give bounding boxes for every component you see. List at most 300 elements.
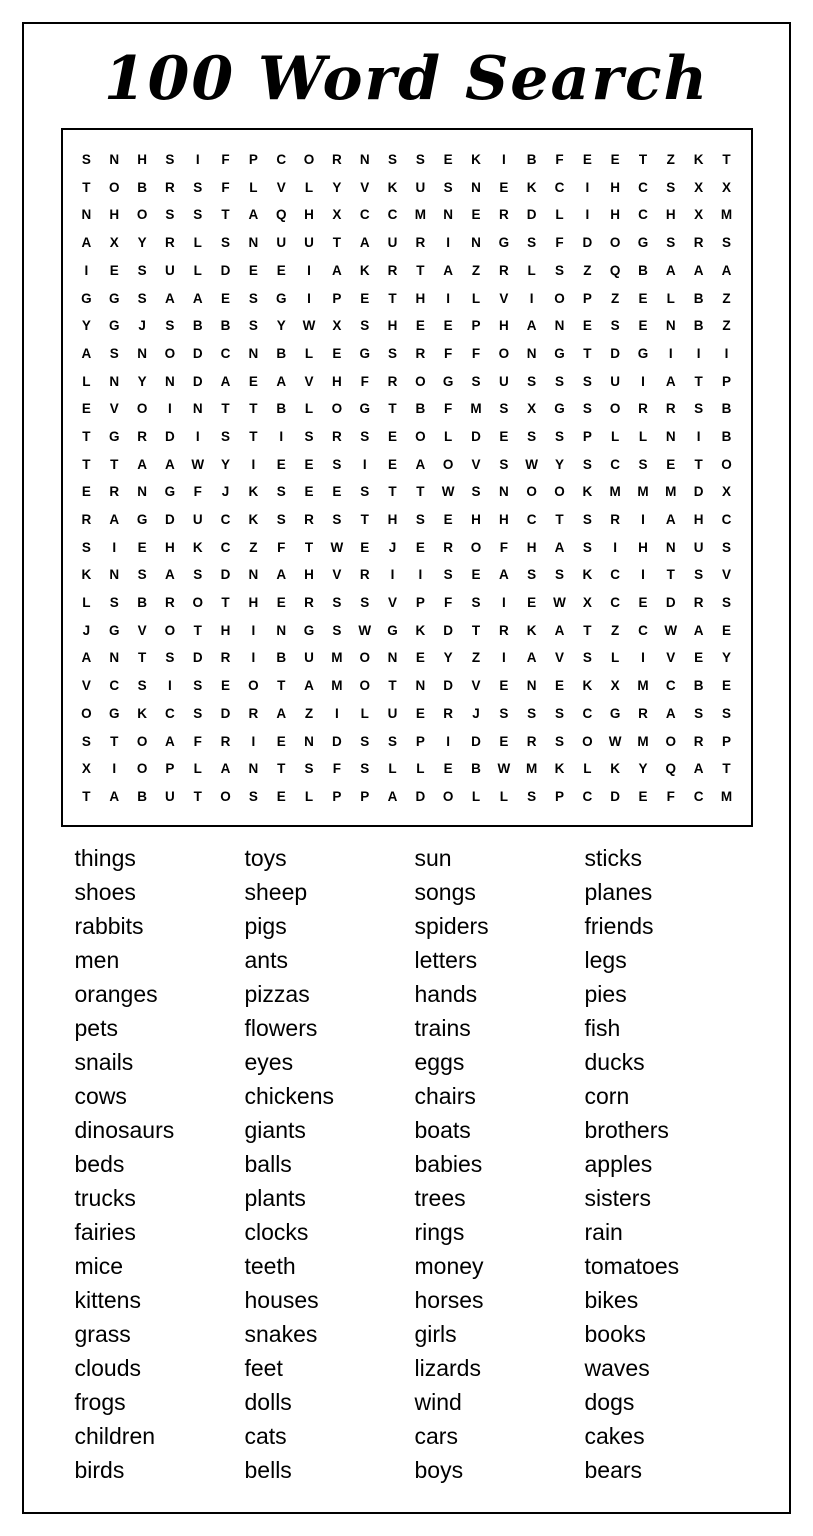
grid-cell: S [527,373,537,389]
grid-cell: I [501,152,506,168]
grid-cell: O [554,290,565,306]
grid-cell: A [165,290,175,306]
grid-cell: S [332,512,342,528]
grid-cell: A [387,788,398,804]
grid-cell: C [610,456,621,472]
grid-cell: Z [611,290,620,306]
grid-cell: Z [249,539,258,555]
grid-cell: G [108,705,120,721]
grid-cell: A [248,207,259,223]
grid-cell: N [554,318,565,334]
grid-cell: E [415,318,425,334]
grid-cell: I [112,761,117,777]
grid-cell: R [220,733,231,749]
grid-cell: E [109,262,119,278]
grid-cell: M [470,401,482,417]
grid-cell: E [638,788,648,804]
grid-cell: S [360,428,370,444]
grid-cell: U [304,235,314,251]
grid-cell: E [137,539,147,555]
grid-cell: O [470,539,482,555]
grid-cell: N [304,733,314,749]
grid-cell: L [388,761,397,777]
grid-cell: S [415,512,425,528]
grid-cell: U [165,788,175,804]
grid-cell: E [415,650,425,666]
grid-cell: A [81,345,92,361]
grid-cell: O [415,428,426,444]
grid-cell: T [221,401,230,417]
grid-cell: F [277,539,286,555]
grid-cell: J [82,622,91,638]
grid-cell: H [220,622,231,638]
grid-cell: C [220,345,231,361]
grid-cell: Z [471,650,481,666]
grid-cell: E [443,761,453,777]
word-list-item: horses [414,1286,484,1313]
grid-cell: G [108,290,120,306]
word-search-grid [73,146,741,811]
grid-cell: T [638,152,648,168]
grid-cell: S [499,705,509,721]
grid-cell: B [137,788,147,804]
grid-cell: J [388,539,397,555]
word-list-item: toys [244,844,287,871]
grid-cell: O [248,678,259,694]
grid-cell: S [248,318,258,334]
grid-cell: D [220,567,231,583]
word-list [57,841,757,1487]
grid-cell: O [526,484,537,500]
grid-cell: D [165,512,175,528]
grid-cell: R [638,705,648,721]
grid-cell: A [276,567,287,583]
grid-cell: R [331,152,342,168]
grid-cell: S [582,373,592,389]
word-list-column-4 [585,841,755,1487]
grid-cell: C [693,788,704,804]
grid-cell: S [527,235,537,251]
grid-cell: I [696,428,701,444]
grid-cell: O [136,207,148,223]
grid-cell: O [721,456,732,472]
grid-cell: L [304,345,314,361]
grid-cell: A [165,456,175,472]
grid-cell: B [415,401,426,417]
grid-cell: X [332,207,342,223]
grid-cell: E [221,290,231,306]
grid-cell: S [722,595,732,611]
grid-cell: E [582,152,592,168]
grid-cell: E [415,539,425,555]
grid-cell: C [220,512,231,528]
word-list-item: oranges [74,980,158,1007]
grid-cell: O [359,650,370,666]
grid-cell: I [195,152,200,168]
grid-row [73,201,741,229]
grid-cell: G [136,512,148,528]
grid-cell: Y [332,179,342,195]
word-list-item: lizards [414,1354,481,1381]
grid-cell: S [276,512,286,528]
grid-cell: O [442,788,454,804]
grid-cell: X [81,761,91,777]
grid-cell: J [472,705,480,721]
grid-cell: E [499,428,509,444]
grid-cell: M [331,678,343,694]
grid-cell: M [526,761,538,777]
grid-cell: I [168,678,172,694]
word-list-item: eggs [414,1048,465,1075]
grid-cell: O [136,401,148,417]
word-list-item: grass [74,1320,131,1347]
grid-row [73,506,741,534]
grid-cell: S [443,179,453,195]
grid-cell: N [165,373,175,389]
grid-cell: T [388,484,397,500]
grid-cell: N [526,678,537,694]
grid-cell: A [220,373,231,389]
grid-cell: T [82,179,91,195]
grid-cell: E [443,512,453,528]
grid-cell: S [304,761,314,777]
grid-cell: H [415,290,426,306]
grid-cell: F [499,539,508,555]
grid-cell: B [137,179,147,195]
grid-cell: T [277,678,286,694]
grid-cell: L [555,207,564,223]
grid-cell: C [721,512,732,528]
grid-cell: N [109,152,120,168]
grid-cell: R [443,705,454,721]
grid-cell: U [387,705,398,721]
grid-cell: V [360,179,370,195]
grid-cell: X [610,678,620,694]
grid-cell: S [554,567,564,583]
grid-cell: R [248,705,259,721]
grid-cell: A [721,262,732,278]
grid-cell: N [109,567,120,583]
grid-cell: O [164,345,176,361]
word-list-item: cars [414,1422,458,1449]
grid-cell: V [554,650,564,666]
grid-cell: E [471,207,481,223]
grid-row [73,617,741,645]
word-list-item: snails [74,1048,134,1075]
word-list-item: songs [414,878,476,905]
grid-cell: M [331,650,343,666]
grid-cell: S [722,235,732,251]
grid-cell: A [81,235,92,251]
grid-cell: K [471,152,481,168]
grid-cell: Z [666,152,675,168]
word-list-item: birds [74,1456,125,1483]
word-list-item: eyes [244,1048,294,1075]
grid-cell: T [82,788,91,804]
grid-cell: I [84,262,89,278]
grid-cell: L [360,705,369,721]
grid-cell: T [388,401,397,417]
grid-cell: N [665,539,676,555]
grid-cell: X [694,207,704,223]
grid-cell: T [137,650,147,666]
grid-cell: A [554,622,565,638]
grid-cell: S [471,595,481,611]
grid-cell: T [193,622,202,638]
word-list-item: rings [414,1218,465,1245]
word-list-item: beds [74,1150,125,1177]
word-list-item: cats [244,1422,287,1449]
grid-cell: I [418,567,423,583]
grid-row [73,700,741,728]
grid-cell: S [527,705,537,721]
grid-cell: O [554,484,565,500]
word-list-item: pies [584,980,627,1007]
word-list-item: pizzas [244,980,310,1007]
grid-cell: K [387,179,398,195]
grid-cell: S [109,595,119,611]
grid-cell: N [276,622,287,638]
grid-cell: S [165,650,175,666]
grid-cell: H [387,512,398,528]
grid-cell: R [498,207,509,223]
grid-cell: O [609,235,621,251]
grid-cell: R [415,345,426,361]
grid-cell: K [526,179,537,195]
grid-cell: I [334,705,339,721]
grid-cell: R [610,512,621,528]
grid-cell: X [722,484,732,500]
grid-cell: E [471,567,481,583]
grid-cell: A [554,539,565,555]
grid-cell: A [359,235,370,251]
grid-cell: R [109,484,120,500]
grid-cell: K [137,705,147,721]
grid-cell: T [694,456,703,472]
grid-cell: E [610,152,620,168]
grid-cell: L [82,595,91,611]
grid-cell: B [276,345,287,361]
grid-cell: N [109,373,120,389]
grid-cell: H [498,318,509,334]
grid-cell: N [137,484,147,500]
grid-cell: N [498,484,509,500]
grid-cell: W [358,622,372,638]
grid-cell: A [498,567,509,583]
grid-cell: T [388,678,397,694]
grid-cell: G [609,705,621,721]
grid-cell: N [526,345,537,361]
word-list-item: apples [584,1150,653,1177]
grid-cell: K [610,761,621,777]
grid-cell: H [331,373,342,389]
grid-cell: S [193,678,203,694]
grid-cell: N [81,207,92,223]
grid-cell: S [471,484,481,500]
grid-cell: A [693,622,704,638]
grid-cell: I [613,539,618,555]
grid-cell: F [444,401,453,417]
grid-cell: M [637,484,649,500]
grid-cell: U [276,235,287,251]
grid-cell: G [164,484,176,500]
grid-cell: B [721,428,732,444]
grid-cell: P [332,788,342,804]
grid-cell: I [446,290,451,306]
grid-cell: D [471,428,481,444]
grid-cell: E [81,401,91,417]
grid-cell: S [81,152,91,168]
grid-cell: S [694,401,704,417]
grid-cell: O [498,345,510,361]
grid-cell: L [304,401,314,417]
word-list-item: boys [414,1456,464,1483]
word-list-item: cakes [584,1422,645,1449]
grid-cell: F [444,595,453,611]
grid-cell: U [165,262,175,278]
grid-cell: N [192,401,203,417]
grid-cell: S [137,290,147,306]
grid-cell: F [332,761,341,777]
worksheet-border [22,22,791,1514]
grid-cell: G [108,622,120,638]
grid-cell: B [638,262,648,278]
word-list-item: dinosaurs [74,1116,175,1143]
grid-cell: N [387,650,398,666]
word-list-item: fish [584,1014,621,1041]
grid-cell: F [555,235,564,251]
grid-cell: I [585,179,590,195]
word-list-item: waves [584,1354,650,1381]
grid-cell: X [582,595,592,611]
grid-cell: S [332,622,342,638]
grid-cell: M [720,207,733,223]
grid-cell: K [415,622,426,638]
page-title: 100 Word Search [103,44,710,114]
grid-cell: W [608,733,622,749]
grid-row [73,229,741,257]
grid-cell: K [554,761,565,777]
grid-cell: O [359,678,370,694]
grid-cell: L [611,650,620,666]
grid-cell: R [693,733,704,749]
grid-cell: D [165,428,175,444]
grid-cell: S [722,705,732,721]
grid-cell: A [81,650,92,666]
word-list-item: planes [584,878,653,905]
grid-cell: R [331,428,342,444]
grid-cell: E [304,484,314,500]
grid-cell: D [220,705,231,721]
grid-row [73,727,741,755]
grid-cell: C [582,705,593,721]
grid-cell: S [388,152,398,168]
word-list-item: rabbits [74,912,144,939]
grid-cell: G [108,318,120,334]
grid-cell: I [362,456,367,472]
grid-cell: T [583,622,592,638]
grid-cell: Z [583,262,592,278]
grid-cell: M [665,484,677,500]
grid-cell: G [498,235,510,251]
grid-cell: B [526,152,537,168]
grid-cell: H [304,207,314,223]
grid-cell: Y [554,456,564,472]
grid-cell: Z [471,262,481,278]
grid-cell: H [665,207,676,223]
grid-cell: T [82,456,91,472]
grid-row [73,755,741,783]
grid-cell: R [387,262,398,278]
grid-cell: K [582,484,593,500]
grid-cell: X [332,318,342,334]
grid-cell: E [527,595,537,611]
word-list-item: cows [74,1082,127,1109]
grid-cell: B [693,290,704,306]
grid-cell: H [137,152,147,168]
grid-cell: R [165,595,175,611]
grid-cell: D [582,235,593,251]
grid-cell: H [471,512,481,528]
grid-cell: E [443,318,453,334]
grid-cell: V [388,595,398,611]
grid-cell: E [638,595,648,611]
grid-cell: Y [137,373,147,389]
grid-cell: D [443,678,454,694]
grid-cell: G [359,401,370,417]
grid-cell: E [666,456,676,472]
grid-cell: O [303,152,315,168]
word-list-item: letters [414,946,478,973]
word-search-grid-frame [61,128,753,827]
grid-cell: E [638,318,648,334]
grid-cell: A [192,290,203,306]
grid-cell: I [251,733,256,749]
grid-cell: S [360,484,370,500]
grid-cell: Y [722,650,732,666]
grid-cell: W [553,595,566,611]
grid-cell: E [499,179,509,195]
grid-cell: B [220,318,231,334]
grid-cell: C [109,678,120,694]
word-list-item: bears [584,1456,643,1483]
grid-cell: G [81,290,92,306]
grid-cell: S [137,262,147,278]
grid-cell: S [304,428,314,444]
grid-row [73,423,741,451]
grid-cell: A [165,733,175,749]
grid-cell: B [471,761,481,777]
grid-cell: S [332,595,342,611]
word-list-item: corn [584,1082,630,1109]
grid-cell: S [582,539,592,555]
grid-cell: A [665,512,676,528]
grid-cell: E [248,262,258,278]
grid-cell: P [415,595,425,611]
grid-cell: L [304,179,314,195]
grid-cell: P [165,761,175,777]
grid-row [73,672,741,700]
grid-cell: W [441,484,455,500]
word-list-item: ducks [584,1048,645,1075]
grid-cell: T [583,345,592,361]
grid-cell: V [666,650,676,666]
grid-cell: C [665,678,676,694]
grid-cell: F [555,152,564,168]
grid-cell: G [108,428,120,444]
grid-cell: A [165,567,175,583]
grid-cell: O [136,733,148,749]
